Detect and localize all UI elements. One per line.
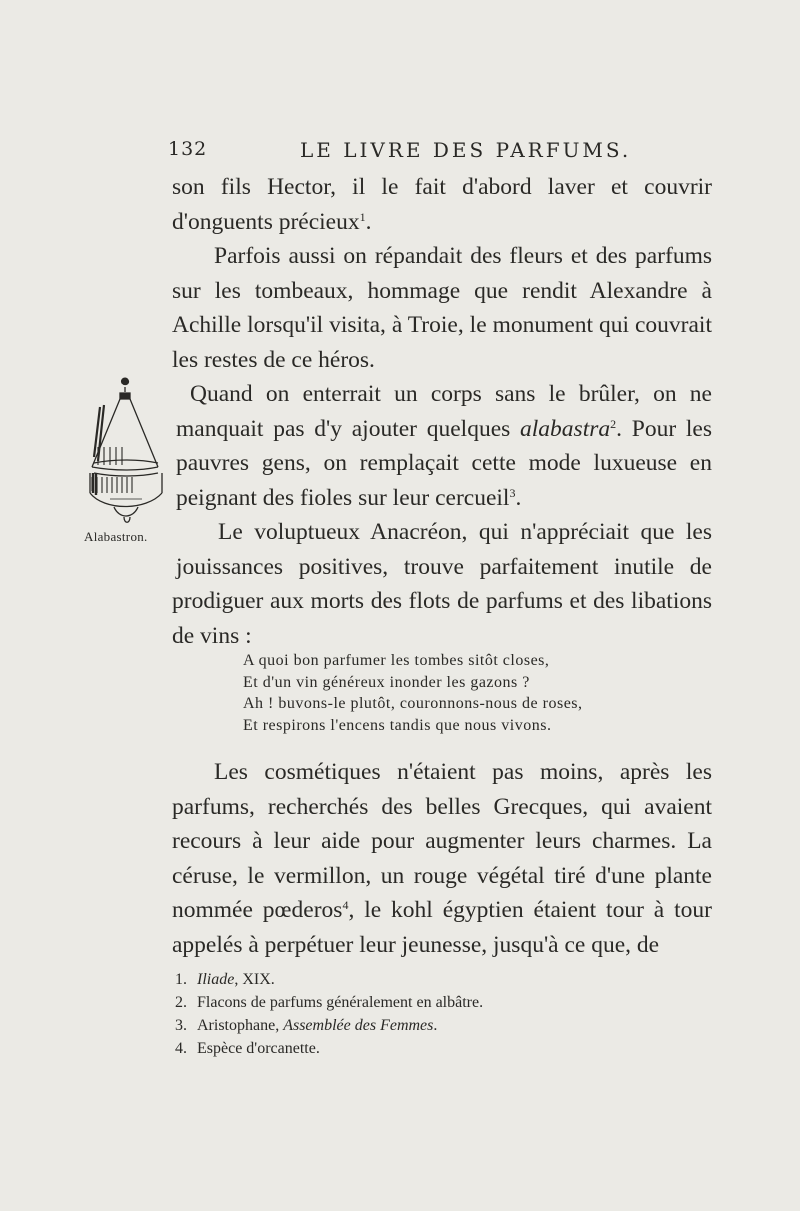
poem-quotation — [243, 650, 703, 736]
paragraph-3-text: Le voluptueux Anacréon, qui n'appréciait que les jouissances positives, trouve parfaitement inutile de prodiguer aux morts des flots de parfums et des libations de vins : — [172, 519, 712, 649]
paragraph-3 — [172, 515, 712, 653]
paragraph-4 — [172, 755, 712, 962]
footnote-rest: , XIX. — [234, 971, 275, 988]
figure-caption: Alabastron. — [84, 529, 148, 544]
paragraph-4-text-a: Les cosmétiques n'étaient pas moins, après les parfums, recherchés des belles Grecques, qui avaient recours à leur aide pour augmenter leurs charmes. La céruse, le vermillon, un rouge végétal tiré d'une plante nommée pœderos — [172, 759, 712, 923]
footnote-3 — [175, 1014, 695, 1037]
paragraph-2-text-a: Parfois aussi on répandait des fleurs et des parfums sur les tombeaux, hommage que rendit Alexandre à Achille lorsqu'il visita, à Troie, le monument qui couvrait les restes de ce héros. — [172, 243, 712, 373]
poem-line: Et respirons l'encens tandis que nous vivons. — [243, 716, 552, 734]
footnote-ref-2: 2 — [610, 416, 617, 431]
footnote-text: Flacons de parfums généralement en albâtre. — [197, 994, 484, 1011]
poem-line: Ah ! buvons-le plutôt, couronnons-nous de roses, — [243, 695, 583, 713]
footnote-text: Espèce d'orcanette. — [197, 1040, 320, 1057]
footnote-number: 2. — [175, 994, 187, 1011]
paragraph-1-end: . — [365, 208, 372, 235]
footnote-title: Assemblée des Femmes — [283, 1017, 434, 1034]
footnote-text: Aristophane, — [197, 1017, 284, 1034]
alabastron-vase-icon — [84, 377, 174, 527]
footnote-ref-4: 4 — [342, 898, 349, 912]
running-title: LE LIVRE DES PARFUMS. — [300, 138, 632, 162]
paragraph-2-continued — [84, 377, 712, 544]
poem-line: Et d'un vin généreux inonder les gazons ? — [243, 673, 530, 691]
paragraph-2-text-b: Quand on enterrait un corps sans le brûler, on ne manquait pas d'y ajouter quelques — [176, 381, 712, 442]
footnote-rest: . — [433, 1017, 438, 1034]
paragraph-4-text-b: , le kohl égyptien étaient tour à tour appelés à perpétuer leur jeunesse, jusqu'à ce que, de — [172, 897, 712, 958]
footnote-number: 3. — [175, 1017, 187, 1034]
paragraph-1 — [172, 170, 712, 239]
footnote-4 — [175, 1037, 695, 1060]
page-header — [168, 138, 708, 168]
footnotes — [175, 968, 695, 1060]
paragraph-2 — [172, 239, 712, 377]
page-number: 132 — [168, 138, 208, 160]
footnote-ref-3: 3 — [509, 485, 516, 500]
footnote-number: 4. — [175, 1040, 187, 1057]
alabastron-figure — [84, 377, 174, 567]
footnote-number: 1. — [175, 971, 187, 988]
main-text-block — [84, 170, 712, 653]
main-text-block-2 — [172, 755, 712, 962]
footnote-2 — [175, 991, 695, 1014]
footnote-title: Iliade — [197, 971, 235, 988]
poem-line: A quoi bon parfumer les tombes sitôt closes, — [243, 652, 550, 669]
alabastra-term: alabastra — [520, 415, 611, 442]
paragraph-2-end: . — [515, 484, 522, 511]
paragraph-2-text-c: . Pour les pauvres gens, on remplaçait cette mode luxueuse en peignant des fioles sur leur cercueil — [176, 415, 712, 511]
footnote-ref-1: 1 — [359, 209, 366, 224]
footnote-1 — [175, 968, 695, 991]
paragraph-1-text: son fils Hector, il le fait d'abord laver et couvrir d'onguents précieux — [172, 174, 712, 235]
